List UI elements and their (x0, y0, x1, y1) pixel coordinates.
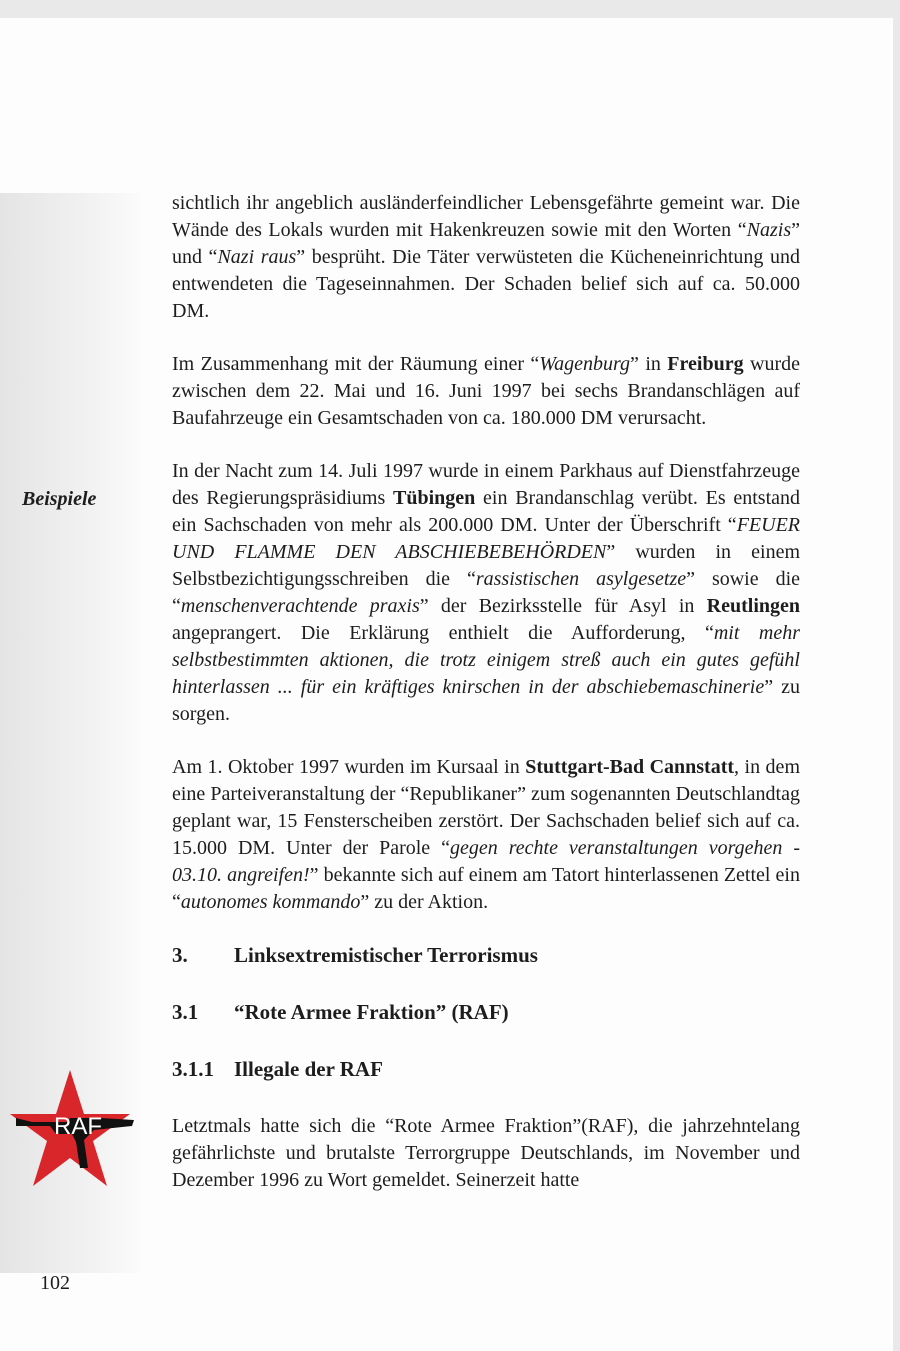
raf-lettering: RAF (54, 1113, 102, 1140)
page-number: 102 (40, 1272, 70, 1294)
paragraph-1: sichtlich ihr angeblich ausländerfeindlicher Lebensgefährte gemeint war. Die Wände des Lokals wurden mit Hakenkreuzen sowie mit den Worten “Nazis” und “Nazi raus” besprüht. Die Täter verwüsteten die Kücheneinrichtung und entwendeten die Tageseinnahmen. Der Schaden belief sich auf ca. 50.000 DM. (172, 192, 800, 322)
main-text (172, 190, 800, 1220)
paragraph-2: Im Zusammenhang mit der Räumung einer “Wagenburg” in Freiburg wurde zwischen dem 22. Mai und 16. Juni 1997 bei sechs Brandanschlägen auf Baufahrzeuge ein Gesamtschaden von ca. 180.000 DM verursacht. (172, 353, 800, 429)
paragraph-4: Am 1. Oktober 1997 wurden im Kursaal in Stuttgart-Bad Cannstatt, in dem eine Parteiveranstaltung der “Republikaner” zum sogenannten Deutschlandtag geplant war, 15 Fensterscheiben zerstört. Der Sachschaden belief sich auf ca. 15.000 DM. Unter der Parole “gegen rechte veranstaltungen vorgehen - 03.10. angreifen!” bekannte sich auf einem am Tatort hinterlassenen Zettel ein “autonomes kommando” zu der Aktion. (172, 756, 800, 913)
paragraph-3: In der Nacht zum 14. Juli 1997 wurde in einem Parkhaus auf Dienstfahrzeuge des Regierungspräsidiums Tübingen ein Brandanschlag verübt. Es entstand ein Sachschaden von mehr als 200.000 DM. Unter der Überschrift “FEUER UND FLAMME DEN ABSCHIEBEBEHÖRDEN” wurden in einem Selbstbezichtigungsschreiben die “rassistischen asylgesetze” sowie die “menschenverachtende praxis” der Bezirksstelle für Asyl in Reutlingen angeprangert. Die Erklärung enthielt die Aufforderung, “mit mehr selbstbestimmten aktionen, die trotz einigem streß auch ein gutes gefühl hinterlassen ... für ein kräftiges knirschen in der abschiebemaschinerie” zu sorgen. (172, 460, 801, 725)
paragraph-5: Letztmals hatte sich die “Rote Armee Fraktion”(RAF), die jahrzehntelang gefährlichste und brutalste Terrorgruppe Deutschlands, im November und Dezember 1996 zu Wort gemeldet. Seinerzeit hatte (172, 1115, 800, 1191)
document-page (0, 18, 893, 1351)
section-heading-3-1: 3.1 “Rote Armee Fraktion” (RAF) (172, 1000, 509, 1024)
margin-label-beispiele: Beispiele (22, 488, 97, 510)
section-heading-3: 3. Linksextremistischer Terrorismus (172, 943, 538, 967)
section-heading-3-1-1: 3.1.1 Illegale der RAF (172, 1057, 383, 1081)
raf-star-logo (10, 1068, 138, 1192)
